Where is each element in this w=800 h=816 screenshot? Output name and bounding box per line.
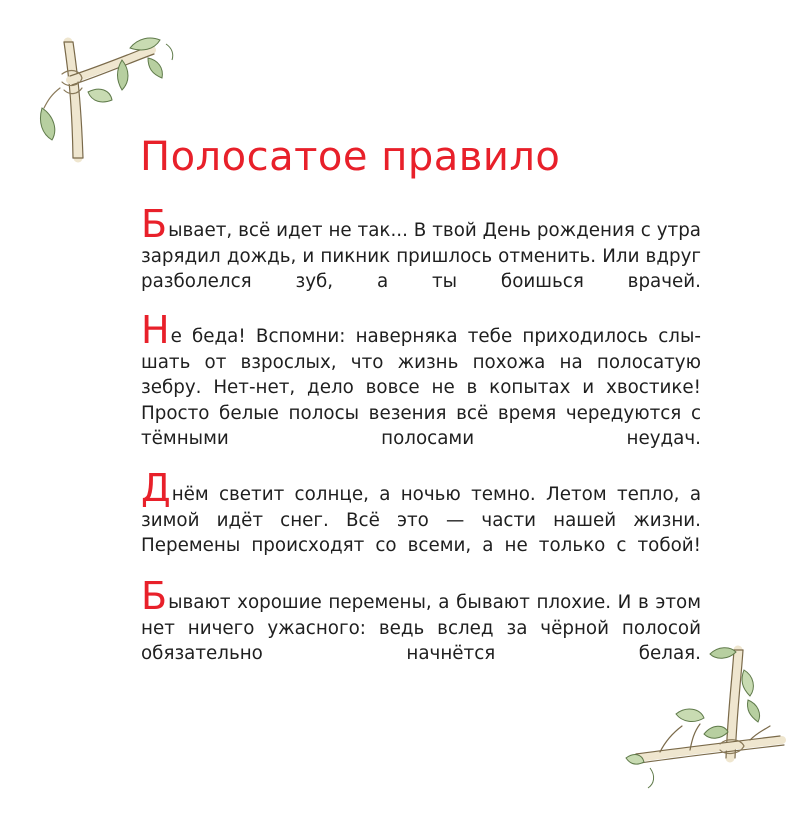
paragraph-line: зебру. Нет-нет, дело вовсе не в копытах и хвостике! [141,377,701,398]
drop-cap: Н [141,308,170,352]
paragraph-line: Просто белые полосы везения всё время чередуются [141,402,682,424]
drop-cap: Д [141,466,171,510]
paragraph-line: е беда! Вспомни: наверняка тебе приходилось слы- [170,326,701,347]
paragraph-line: Или вдруг разболелся зуб, а ты боишься врачей. [141,245,701,292]
paragraph-2 [141,308,702,452]
paragraph-line: Перемены происходят со всеми, а не только с тобой! [141,535,701,556]
paragraph-line: обязательно начнётся белая. [141,643,701,664]
branch-bottom-right-icon [620,640,790,790]
paragraph-3 [141,466,702,559]
paragraph-1 [141,202,701,295]
paragraph-4 [141,574,701,667]
drop-cap: Б [141,202,168,246]
drop-cap: Б [141,574,168,618]
paragraph-line: ывает, всё идет не так... В твой День рождения [168,220,635,241]
paragraph-line: с утра зарядил дождь, и пикник пришлось отменить. [141,220,701,267]
paragraph-line: ывают хорошие перемены, а бывают плохие. И в этом [168,592,701,613]
paragraph-line: шать от взрослых, что жизнь похожа на полосатую [141,351,701,373]
paragraph-line: нет ничего ужасного: ведь вслед за чёрной полосой [141,617,701,639]
paragraph-line: а зимой идёт снег. Всё это — части нашей жизни. [141,484,702,531]
page-title: Полосатое правило [140,134,561,180]
paragraph-line: с тёмными полосами неудач. [141,402,702,449]
paragraph-line: нём светит солнце, а ночью темно. Летом тепло, [171,484,680,505]
